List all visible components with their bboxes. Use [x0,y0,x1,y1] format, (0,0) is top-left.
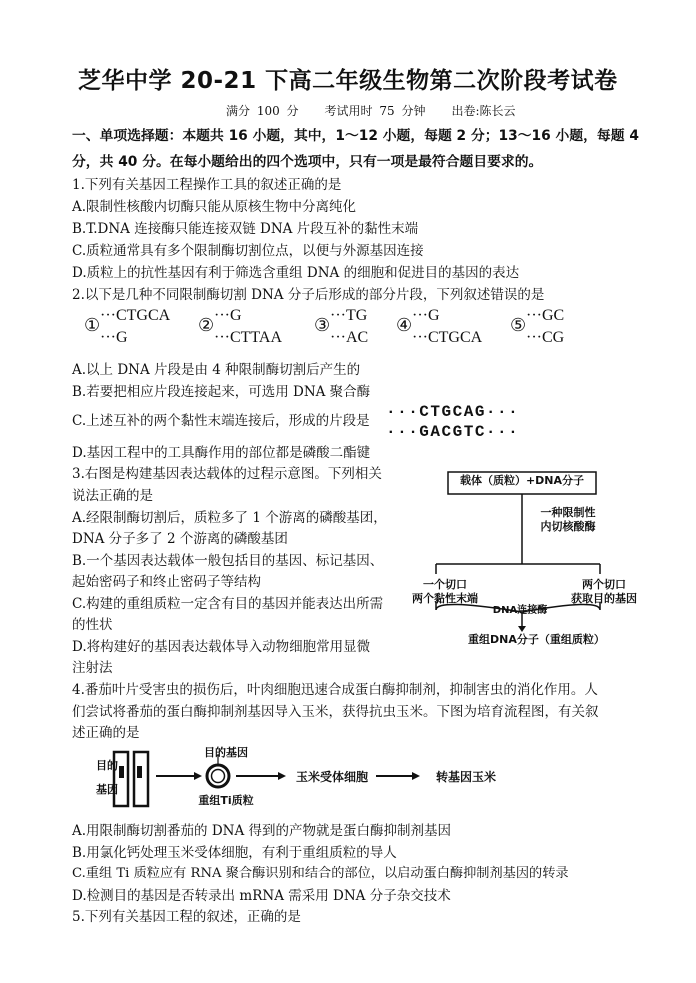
q4-gene-label-2: 基因 [96,783,118,796]
fragment-number: ⑤ [510,315,527,335]
q3-option-c: C.构建的重组质粒一定含有目的基因并能表达出所需 [72,596,384,612]
diagram-enzyme-label-2: 内切核酸酶 [540,520,596,533]
q4-recipient-cell-label: 玉米受体细胞 [295,770,368,784]
q1-option-d: D.质粒上的抗性基因有利于筛选含重组 DNA 的细胞和促进目的基因的表达 [72,265,520,281]
q4-option-b: B.用氯化钙处理玉米受体细胞，有利于重组质粒的导人 [72,845,397,861]
q3-line-10: 注射法 [72,660,113,676]
q1-stem: 1.下列有关基因工程操作工具的叙述正确的是 [72,177,342,193]
q4-gene-label-1: 目的 [96,759,118,772]
q5-stem: 5.下列有关基因工程的叙述，正确的是 [72,909,301,925]
q3-line-2: 说法正确的是 [72,488,153,504]
diagram-enzyme-label-1: 一种限制性 [540,506,596,519]
q4-stem-line3: 述正确的是 [72,725,140,741]
q4-result-label: 转基因玉米 [435,770,496,784]
fragment-bottom-strand: ···CTTAA [214,329,283,346]
q4-target-gene-label: 目的基因 [204,746,248,759]
q1-option-b: B.T.DNA 连接酶只能连接双链 DNA 片段互补的黏性末端 [72,221,419,237]
q4-stem-line1: 4.番茄叶片受害虫的损伤后，叶肉细胞迅速合成蛋白酶抑制剂，抑制害虫的消化作用。人 [72,682,598,698]
q3-option-d: D.将构建好的基因表达载体导入动物细胞常用显微 [72,639,371,655]
q4-option-a: A.用限制酶切割番茄的 DNA 得到的产物就是蛋白酶抑制剂基因 [72,823,452,839]
fragment-number: ② [198,315,215,335]
full-score: 满分 100 分 [226,104,299,118]
fragment-top-strand: ···G [412,307,440,324]
q2-option-b: B.若要把相应片段连接起来，可选用 DNA 聚合酶 [72,384,371,400]
q3-line-8: 的性状 [72,617,113,633]
q3-line-6: 起始密码子和终止密码子等结构 [72,574,261,590]
section-heading-line2: 分，共 40 分。在每小题给出的四个选项中，只有一项是最符合题目要求的。 [72,154,543,170]
fragment-bottom-strand: ···AC [330,329,369,346]
diagram-ligase-label: DNA连接酶 [492,605,548,616]
section-heading-line1: 一、单项选择题：本题共 16 小题，其中，1～12 小题，每题 2 分；13～16 小题，每题 4 [72,128,639,144]
ligated-bottom-strand: ···GACGTC··· [386,423,520,441]
vector-construction-diagram [404,470,634,660]
q4-plasmid-label: 重组Ti质粒 [198,794,254,807]
fragment-top-strand: ···CTGCA [100,307,171,324]
fragment-top-strand: ···G [214,307,242,324]
exam-author: 出卷:陈长云 [451,104,516,118]
fragment-bottom-strand: ···CTGCA [412,329,483,346]
q2-stem: 2.以下是几种不同限制酶切割 DNA 分子后形成的部分片段，下列叙述错误的是 [72,287,545,303]
q2-option-d: D.基因工程中的工具酶作用的部位都是磷酸二酯键 [72,445,371,461]
diagram-product-label: 重组DNA分子（重组质粒） [468,633,605,646]
q2-option-a: A.以上 DNA 片段是由 4 种限制酶切割后产生的 [72,362,361,378]
q3-option-b: B.一个基因表达载体一般包括目的基因、标记基因、 [72,553,384,569]
q1-option-c: C.质粒通常具有多个限制酶切割位点，以便与外源基因连接 [72,243,424,259]
fragment-number: ③ [314,315,331,335]
exam-meta [226,102,542,119]
diagram-right-cut-2: 获取目的基因 [571,592,637,605]
q4-option-d: D.检测目的基因是否转录出 mRNA 需采用 DNA 分子杂交技术 [72,888,451,904]
ligated-sequence [386,402,519,442]
fragment-number: ④ [396,315,413,335]
fragment-bottom-strand: ···CG [526,329,565,346]
q3-option-a: A.经限制酶切割后，质粒多了 1 个游离的磷酸基团， [72,510,387,526]
q4-stem-line2: 们尝试将番茄的蛋白酶抑制剂基因导入玉米，获得抗虫玉米。下图为培育流程图，有关叙 [72,704,599,720]
diagram-vector-box: 载体（质粒）+DNA分子 [459,474,585,487]
exam-time: 考试用时 75 分钟 [324,104,426,118]
q3-line-1: 3.右图是构建基因表达载体的过程示意图。下列相关 [72,466,382,482]
q4-option-c: C.重组 Ti 质粒应有 RNA 聚合酶识别和结合的部位，以启动蛋白酶抑制剂基因的转录 [72,866,569,881]
fragment-top-strand: ···GC [526,307,565,324]
transgenic-corn-diagram [96,748,556,820]
q2-option-c: C.上述互补的两个黏性末端连接后，形成的片段是 [72,413,370,429]
q3-line-4: DNA 分子多了 2 个游离的磷酸基团 [72,531,288,547]
ligated-top-strand: ···CTGCAG··· [386,403,520,421]
q1-option-a: A.限制性核酸内切酶只能从原核生物中分离纯化 [72,199,357,215]
fragment-number: ① [84,315,101,335]
diagram-left-cut-1: 一个切口 [423,578,467,591]
fragment-bottom-strand: ···G [100,329,128,346]
page-title: 芝华中学 20-21 下高二年级生物第二次阶段考试卷 [78,68,618,94]
diagram-right-cut-1: 两个切口 [582,578,626,591]
fragment-top-strand: ···TG [330,307,368,324]
diagram-left-cut-2: 两个黏性末端 [412,592,478,605]
